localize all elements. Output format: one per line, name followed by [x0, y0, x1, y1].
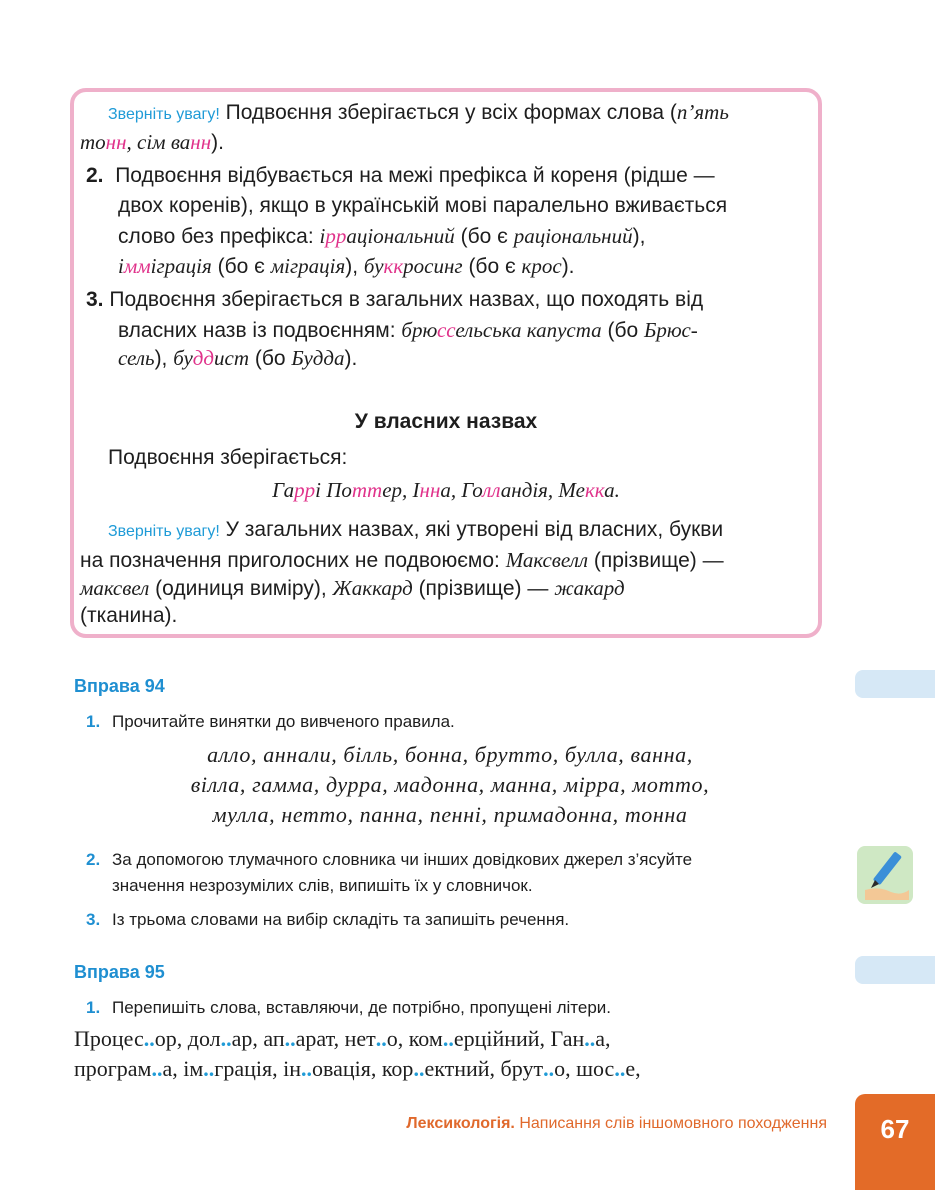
missing-letter-dots: .. [614, 1056, 626, 1081]
proper-example-segment: нн [419, 478, 441, 502]
task-word-part: ерційний, Ган [453, 1026, 585, 1051]
missing-letter-dots: .. [151, 1056, 163, 1081]
exercise-94-step-3: 3. Із трьома словами на вибір складіть та запишіть речення. [86, 910, 570, 929]
side-tab-2 [855, 956, 935, 984]
attention-note-1: Зверніть увагу! Подвоєння зберігається у всіх формах слова (п’ять [108, 100, 729, 124]
side-tab [855, 670, 935, 698]
proper-example-segment: андія, Ме [500, 478, 585, 502]
missing-letter-dots: .. [375, 1026, 387, 1051]
proper-names-heading: У власних назвах [354, 410, 538, 433]
attention-note-1-cont: тонн, сім ванн). [80, 130, 224, 154]
task-words-line-2 [74, 1056, 826, 1082]
attention-note-2-line4: (тканина). [80, 604, 178, 627]
proper-example-segment: а, Го [440, 478, 483, 502]
footer-topic: Лексикологія. Написання слів іншомовного походження [406, 1115, 827, 1132]
rule-item-2-line2: двох коренів), якщо в українській мові паралельно вживається [118, 194, 728, 217]
missing-letter-dots: .. [442, 1026, 454, 1051]
task-word-part: о, шос [554, 1056, 615, 1081]
task-word-part: грація, ін [214, 1056, 301, 1081]
attention-note-2-line3: максвел (одиниця виміру), Жаккард (прізвище) — жакард [80, 576, 625, 600]
task-word-part: о, ком [386, 1026, 443, 1051]
missing-letter-dots: .. [543, 1056, 555, 1081]
rule-item-3-line1: 3. Подвоєння зберігається в загальних назвах, що походять від [86, 288, 704, 311]
task-words-line-1 [74, 1026, 826, 1052]
pencil-writing-icon [857, 846, 913, 904]
task-word-part: а, [595, 1026, 611, 1051]
rule-item-2-line1: 2. Подвоєння відбувається на межі префікса й кореня (рідше — [86, 164, 715, 187]
task-word-part: арат, нет [295, 1026, 376, 1051]
missing-letter-dots: .. [284, 1026, 296, 1051]
rule-item-2-line3: слово без префікса: ірраціональний (бо є раціональний), [118, 224, 646, 248]
proper-example-segment: і По [315, 478, 352, 502]
task-word-part: е, [625, 1056, 641, 1081]
proper-names-examples [70, 478, 822, 503]
task-word-part: Процес [74, 1026, 144, 1051]
exercise-95-title: Вправа 95 [74, 962, 165, 982]
missing-letter-dots: .. [143, 1026, 155, 1051]
proper-example-segment: Га [272, 478, 295, 502]
task-word-part: ар, ап [231, 1026, 285, 1051]
page-number: 67 [855, 1094, 935, 1190]
missing-letter-dots: .. [413, 1056, 425, 1081]
proper-example-segment: ер, І [382, 478, 420, 502]
task-word-part: ектний, брут [424, 1056, 544, 1081]
rule-item-2-line4: імміграція (бо є міграція), буккросинг (бо є крос). [118, 254, 575, 278]
missing-letter-dots: .. [203, 1056, 215, 1081]
proper-example-segment: тт [351, 478, 383, 502]
task-word-part: овація, кор [311, 1056, 414, 1081]
exercise-94-step-2-cont: значення незрозумілих слів, випишіть їх у словничок. [112, 876, 533, 895]
proper-example-segment: рр [294, 478, 316, 502]
missing-letter-dots: .. [584, 1026, 596, 1051]
attention-note-2: Зверніть увагу! У загальних назвах, які утворені від власних, букви [108, 518, 724, 541]
exercise-95-step-1: 1. Перепишіть слова, вставляючи, де потрібно, пропущені літери. [86, 998, 612, 1017]
exceptions-line-2: вілла, гамма, дурра, мадонна, манна, мірра, мотто, [190, 772, 710, 797]
task-word-part: програм [74, 1056, 152, 1081]
rule-item-3-line2: власних назв із подвоєнням: брюссельська капуста (бо Брюс- [118, 318, 698, 342]
proper-names-intro: Подвоєння зберігається: [108, 446, 348, 469]
exceptions-line-3: мулла, нетто, панна, пенні, примадонна, тонна [212, 802, 688, 827]
proper-example-segment: а. [604, 478, 620, 502]
proper-example-segment: кк [584, 478, 605, 502]
missing-letter-dots: .. [300, 1056, 312, 1081]
exercise-94-title: Вправа 94 [74, 676, 165, 696]
exercise-94-step-1: 1. Прочитайте винятки до вивченого правила. [86, 712, 455, 731]
exceptions-line-1: алло, аннали, білль, бонна, брутто, булла, ванна, [207, 742, 693, 767]
exercise-94-step-2: 2. За допомогою тлумачного словника чи інших довідкових джерел з’ясуйте [86, 850, 693, 869]
rule-item-3-line3: сель), буддист (бо Будда). [118, 346, 358, 370]
task-word-part: а, ім [162, 1056, 204, 1081]
missing-letter-dots: .. [220, 1026, 232, 1051]
attention-note-2-line2: на позначення приголосних не подвоюємо: Максвелл (прізвище) — [80, 548, 724, 572]
proper-example-segment: лл [482, 478, 501, 502]
task-word-part: ор, дол [154, 1026, 221, 1051]
